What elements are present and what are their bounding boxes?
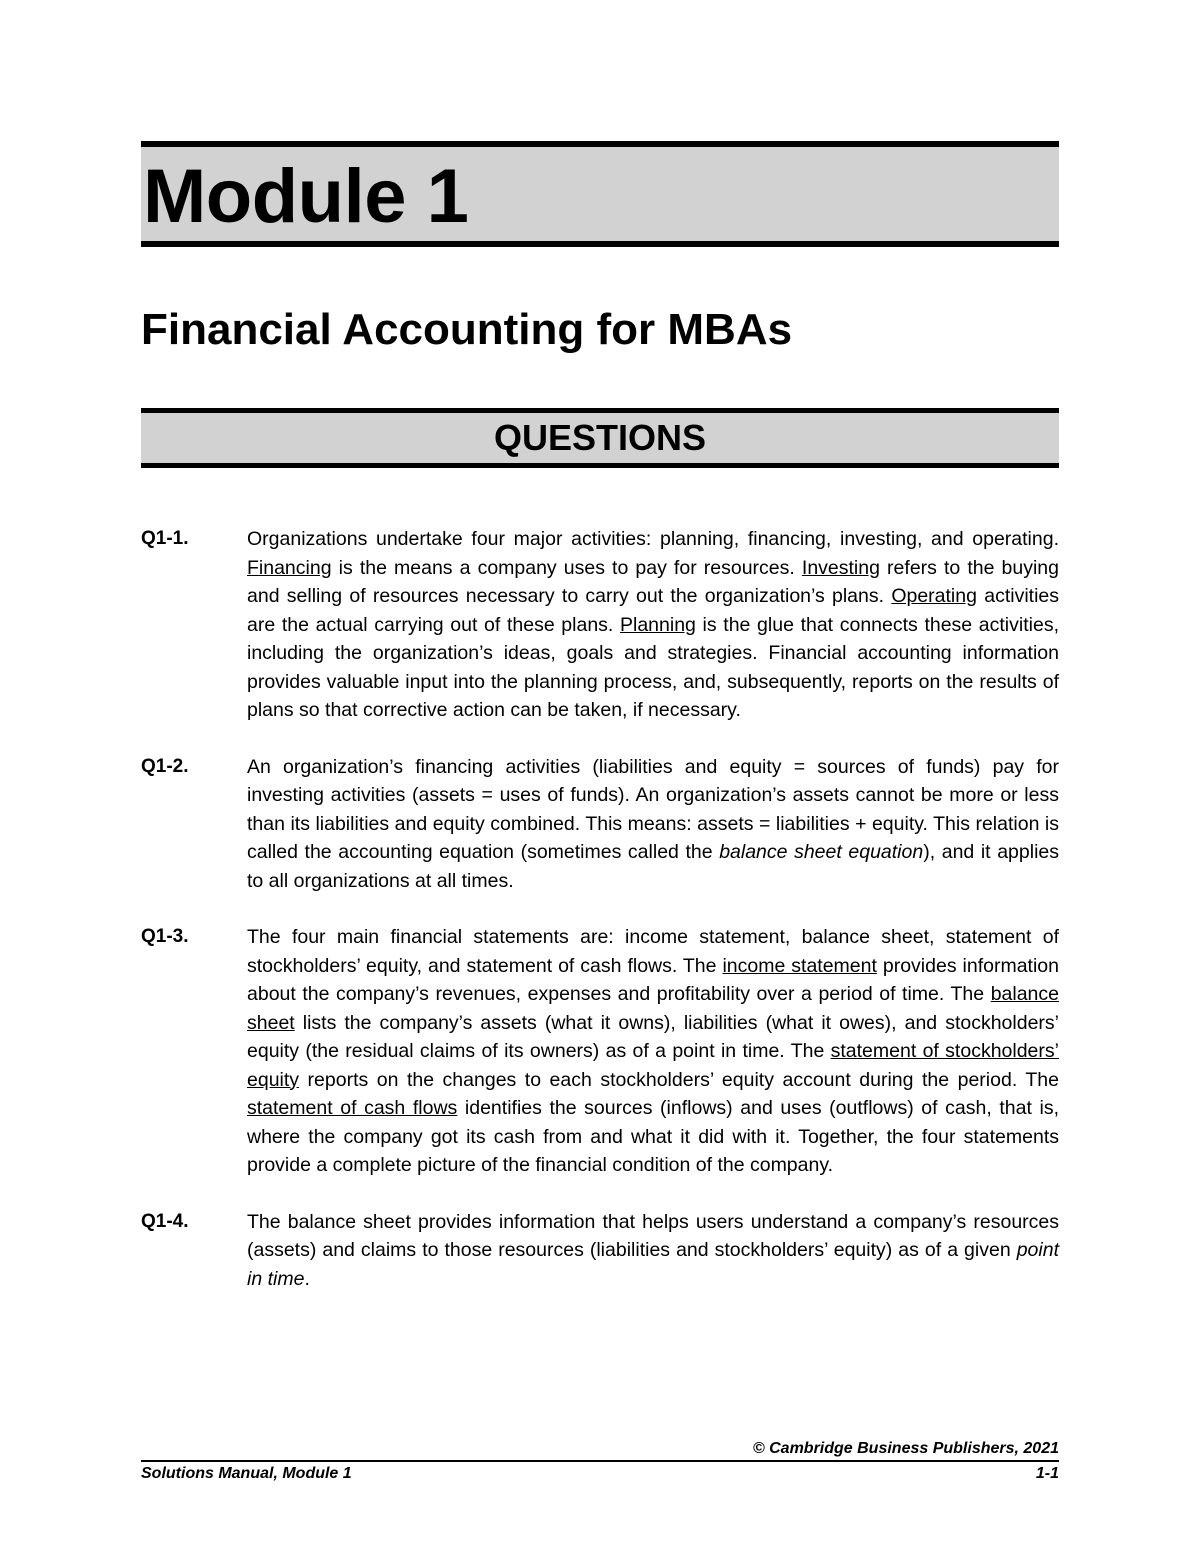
footer-divider <box>141 1460 1059 1462</box>
answer-text-segment: . <box>304 1267 310 1290</box>
underlined-term: income statement <box>722 954 877 977</box>
answer-text-segment: is the means a company uses to pay for resources. <box>331 556 802 579</box>
answer-text-segment: provides information about the company’s revenues, expenses and profitability over a period of time. The <box>247 954 1059 1005</box>
italic-term: point in time <box>247 1239 1059 1290</box>
answer-text-segment: An organization’s financing activities (liabilities and equity = sources of funds) pay for investing activities (assets = uses of funds). An organization’s assets cannot be more or less than its liabilities and equity combined. This means: assets = liabilities + equity. This relation is called the accounting equation (sometimes called the <box>247 755 1059 863</box>
question-item <box>141 1208 1059 1294</box>
question-answer-text <box>247 525 1059 725</box>
question-item <box>141 525 1059 725</box>
italic-term: balance sheet equation <box>719 841 924 863</box>
question-item <box>141 753 1059 896</box>
underlined-term: statement of cash flows <box>247 1097 458 1119</box>
question-number: Q1-2. <box>141 755 189 777</box>
footer-copyright: © Cambridge Business Publishers, 2021 <box>752 1440 1059 1457</box>
question-list <box>141 525 1059 1321</box>
answer-text-segment: lists the company’s assets (what it owns), liabilities (what it owes), and stockholders’ equity (the residual claims of its owners) as of a point in time. The <box>247 1011 1059 1062</box>
answer-text-segment: reports on the changes to each stockholders’ equity account during the period. The <box>299 1068 1059 1091</box>
question-answer-text <box>247 1208 1059 1294</box>
module-title-band <box>141 141 1059 247</box>
underlined-term: statement of stockholders’ equity <box>247 1040 1059 1091</box>
module-title: Module 1 <box>143 154 469 239</box>
answer-text-segment: is the glue that connects these activities, including the organization’s ideas, goals and strategies. Financial accounting information provides valuable input into the planning process, and, subsequently, reports on the results of plans so that corrective action can be taken, if necessary. <box>247 613 1059 721</box>
question-answer-text <box>247 923 1059 1180</box>
underlined-term: Operating <box>891 585 977 607</box>
underlined-term: Financing <box>247 556 332 579</box>
answer-text-segment: activities are the actual carrying out of these plans. <box>247 585 1059 636</box>
question-number: Q1-4. <box>141 1210 189 1232</box>
question-number: Q1-3. <box>141 926 189 947</box>
question-answer-text <box>247 753 1059 896</box>
footer-page-number: 1-1 <box>1035 1465 1059 1482</box>
answer-text-segment: refers to the buying and selling of resources necessary to carry out the organization’s plans. <box>247 556 1059 607</box>
questions-heading-band <box>141 408 1059 468</box>
underlined-term: Investing <box>801 556 880 579</box>
answer-text-segment: The four main financial statements are: income statement, balance sheet, statement of stockholders’ equity, and statement of cash flows. The <box>247 926 1059 977</box>
section-heading: QUESTIONS <box>493 417 707 458</box>
question-number: Q1-1. <box>141 528 189 549</box>
answer-text-segment: identifies the sources (inflows) and uses (outflows) of cash, that is, where the company got its cash from and what it did with it. Together, the four statements provide a complete picture of the financial condition of the company. <box>247 1097 1059 1176</box>
footer-manual-title: Solutions Manual, Module 1 <box>141 1465 352 1482</box>
answer-text-segment: Organizations undertake four major activities: planning, financing, investing, and operating. <box>247 528 1059 550</box>
underlined-term: balance sheet <box>247 983 1059 1034</box>
page-subtitle: Financial Accounting for MBAs <box>141 305 793 354</box>
question-item <box>141 923 1059 1180</box>
underlined-term: Planning <box>620 613 696 636</box>
answer-text-segment: ), and it applies to all organizations at all times. <box>247 841 1059 892</box>
answer-text-segment: The balance sheet provides information that helps users understand a company’s resources (assets) and claims to those resources (liabilities and stockholders’ equity) as of a given <box>247 1210 1059 1261</box>
